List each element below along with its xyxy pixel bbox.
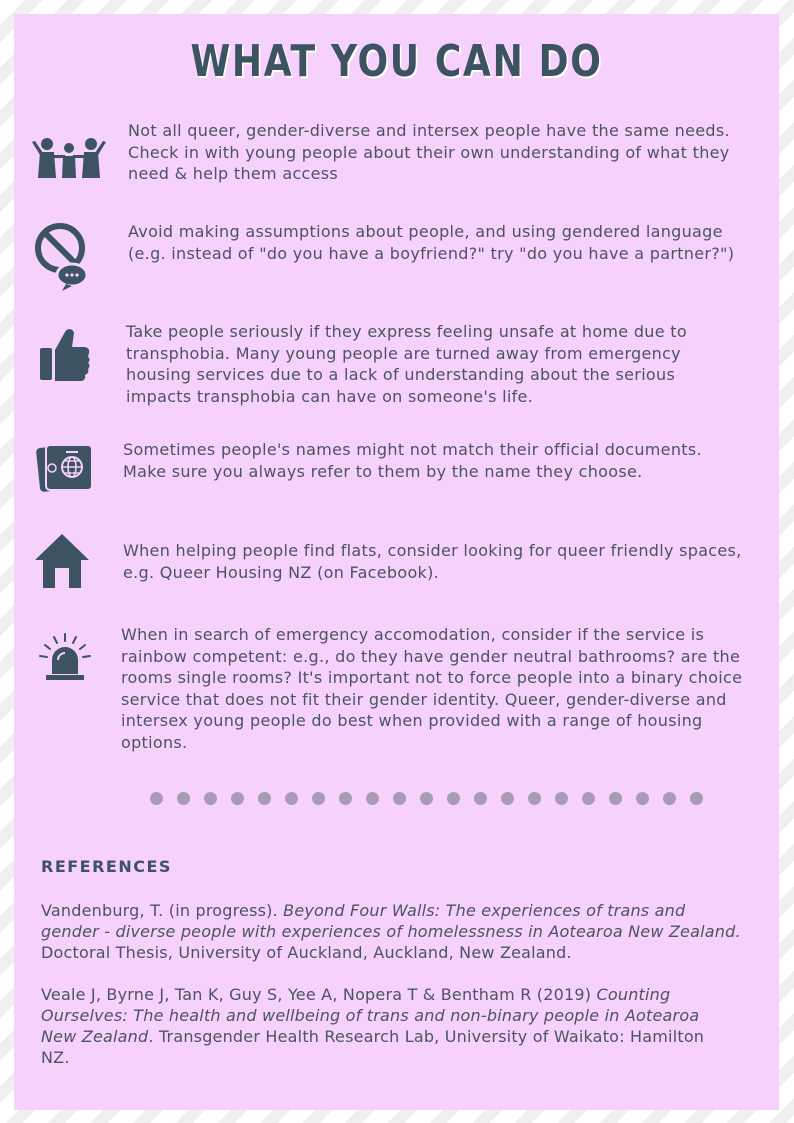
divider-dot: [690, 792, 703, 805]
page-title: WHAT YOU CAN DO: [190, 36, 603, 87]
divider-dot: [528, 792, 541, 805]
divider-dot: [312, 792, 325, 805]
divider-dot: [285, 792, 298, 805]
item-text: When helping people find flats, consider looking for queer friendly spaces, e.g. Queer Housing NZ (on Facebook).: [123, 541, 742, 582]
divider-dot: [501, 792, 514, 805]
divider-dot: [366, 792, 379, 805]
divider-dot: [420, 792, 433, 805]
no-speech-icon: [34, 220, 92, 292]
item-text: Sometimes people's names might not match their official documents. Make sure you always refer to them by the name they choose.: [123, 440, 702, 481]
divider-dot: [204, 792, 217, 805]
house-icon: [33, 532, 91, 590]
divider-dot: [609, 792, 622, 805]
references-heading: REFERENCES: [41, 857, 172, 876]
reference-2: Veale J, Byrne J, Tan K, Guy S, Yee A, Nopera T & Bentham R (2019) Counting Ourselves: The health and wellbeing of trans and non-binary people in Aotearoa New Zealand. Transgender Health Research Lab, University of Waikato: Hamilton NZ.: [41, 985, 705, 1067]
divider-dot: [339, 792, 352, 805]
divider-dot: [150, 792, 163, 805]
reference-1: Vandenburg, T. (in progress). Beyond Four Walls: The experiences of trans and gender - diverse people with experiences of homelessness in Aotearoa New Zealand. Doctoral Thesis, University of Auckland, Auckland, New Zealand.: [41, 901, 741, 962]
item-text: Take people seriously if they express feeling unsafe at home due to transphobia. Many young people are turned away from emergency housing services due to a lack of understanding about the serious impacts transphobia can have on someone's life.: [126, 322, 687, 406]
content-panel: [14, 14, 779, 1110]
thumbs-up-icon: [38, 326, 90, 382]
item-text: Avoid making assumptions about people, and using gendered language (e.g. instead of "do you have a boyfriend?" try "do you have a partner?"): [128, 222, 735, 263]
divider-dot: [582, 792, 595, 805]
divider-dot: [663, 792, 676, 805]
divider-dot: [636, 792, 649, 805]
divider-dot: [258, 792, 271, 805]
item-text: Not all queer, gender-diverse and intersex people have the same needs. Check in with young people about their own understanding of what they need & help them access: [128, 121, 730, 183]
divider-dot: [177, 792, 190, 805]
divider-dot: [447, 792, 460, 805]
family-icon: [30, 134, 108, 180]
divider-dot: [231, 792, 244, 805]
passport-icon: [36, 442, 94, 492]
siren-icon: [37, 632, 93, 686]
divider-dot: [555, 792, 568, 805]
item-text: When in search of emergency accomodation, consider if the service is rainbow competent: e.g., do they have gender neutral bathrooms? are the rooms single rooms? It's important not to force people into a binary choice service that does not fit their gender identity. Queer, gender-diverse and intersex young people do best when provided with a range of housing options.: [121, 625, 743, 752]
divider-dot: [393, 792, 406, 805]
dot-divider: [150, 792, 710, 806]
divider-dot: [474, 792, 487, 805]
